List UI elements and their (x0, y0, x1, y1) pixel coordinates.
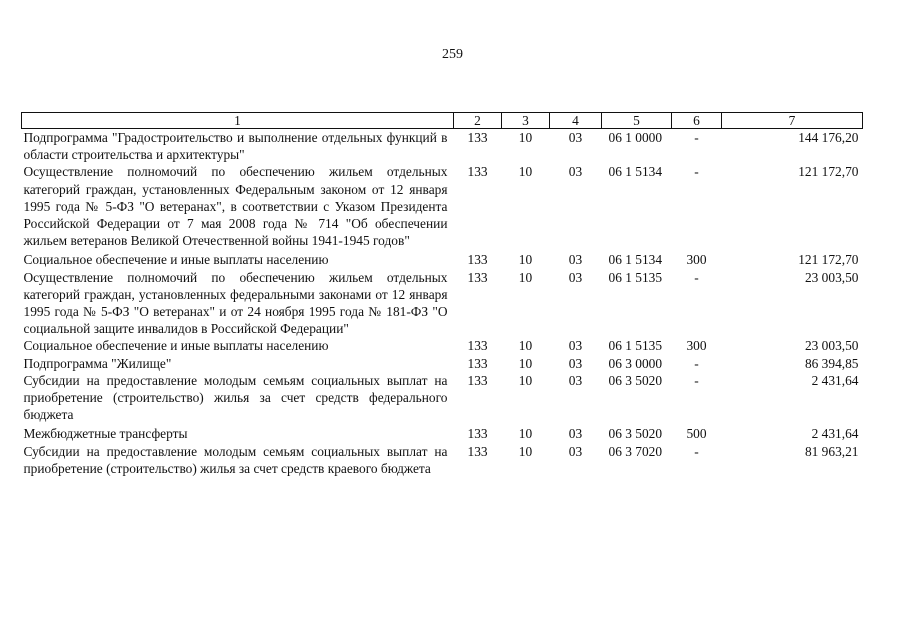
row-code: 133 (467, 443, 488, 459)
row-expense-type: - (694, 269, 699, 285)
table-row (22, 425, 863, 442)
row-section: 10 (518, 164, 533, 180)
row-subsection: 03 (568, 426, 583, 442)
row-amount: 86 394,85 (804, 355, 859, 371)
row-target-item: 06 1 5134 (608, 252, 663, 268)
row-subsection: 03 (568, 252, 583, 268)
row-target-item: 06 1 0000 (608, 130, 663, 145)
row-expense-type: - (694, 443, 699, 459)
row-subsection: 03 (568, 372, 583, 388)
row-amount: 121 172,70 (798, 164, 859, 180)
row-target-item: 06 3 7020 (608, 443, 663, 459)
row-subsection: 03 (568, 338, 583, 354)
row-subsection: 03 (568, 164, 583, 180)
budget-table (21, 112, 863, 477)
row-section: 10 (518, 355, 533, 371)
row-name: Межбюджетные трансферты (23, 426, 188, 442)
column-header-5: 5 (602, 113, 672, 129)
row-code: 133 (467, 355, 488, 371)
row-amount: 121 172,70 (798, 252, 859, 268)
row-name: Подпрограмма "Жилище" (23, 355, 172, 371)
table-row (22, 337, 863, 354)
row-code: 133 (467, 252, 488, 268)
row-name: Субсидии на предоставление молодым семьям социальных выплат на приобретение (строительство) жилья за счет средств федерального бюджета (23, 372, 448, 423)
row-expense-type: - (694, 355, 699, 371)
row-expense-type: 300 (686, 252, 707, 268)
row-section: 10 (518, 443, 533, 459)
row-section: 10 (518, 426, 533, 442)
column-header-6: 6 (672, 113, 722, 129)
column-header-7: 7 (722, 113, 863, 129)
row-section: 10 (518, 130, 533, 145)
row-name: Осуществление полномочий по обеспечению жильем отдельных категорий граждан, установленных Федеральным законом от 12 января 1995 года № 5-ФЗ "О ветеранах", в соответствии с Указом Президента Российской Федерации от 7 мая 2008 года № 714 "Об обеспечении жильем ветеранов Великой Отечественной войны 1941-1945 годов" (23, 164, 448, 249)
table-row (22, 129, 863, 164)
row-section: 10 (518, 338, 533, 354)
column-header-3: 3 (502, 113, 550, 129)
row-subsection: 03 (568, 443, 583, 459)
table-row (22, 163, 863, 251)
row-expense-type: - (694, 164, 699, 180)
table-row (22, 372, 863, 426)
row-subsection: 03 (568, 130, 583, 145)
page-number: 259 (442, 47, 463, 62)
column-header-4: 4 (550, 113, 602, 129)
column-header-2: 2 (454, 113, 502, 129)
row-subsection: 03 (568, 355, 583, 371)
row-target-item: 06 1 5135 (608, 338, 663, 354)
row-target-item: 06 3 5020 (608, 426, 663, 442)
row-expense-type: - (694, 130, 699, 145)
row-target-item: 06 1 5135 (608, 269, 663, 285)
table-row (22, 269, 863, 338)
row-target-item: 06 3 0000 (608, 355, 663, 371)
row-amount: 2 431,64 (811, 426, 859, 442)
row-amount: 81 963,21 (804, 443, 859, 459)
table-header-row (22, 113, 863, 129)
row-name: Осуществление полномочий по обеспечению жильем отдельных категорий граждан, установленных федеральными законами от 12 января 1995 года № 5-ФЗ "О ветеранах" и от 24 ноября 1995 года № 181-ФЗ "О социальной защите инвалидов в Российской Федерации" (23, 269, 448, 337)
row-section: 10 (518, 372, 533, 388)
table-row (22, 355, 863, 372)
row-section: 10 (518, 269, 533, 285)
row-code: 133 (467, 164, 488, 180)
row-name: Подпрограмма "Градостроительство и выполнение отдельных функций в области строительства и архитектуры" (23, 130, 448, 163)
row-expense-type: 500 (686, 426, 707, 442)
table-row (22, 251, 863, 268)
row-amount: 23 003,50 (804, 338, 859, 354)
row-target-item: 06 3 5020 (608, 372, 663, 388)
row-name: Социальное обеспечение и иные выплаты населению (23, 252, 329, 268)
row-amount: 23 003,50 (804, 269, 859, 285)
row-code: 133 (467, 372, 488, 388)
row-code: 133 (467, 338, 488, 354)
row-target-item: 06 1 5134 (608, 164, 663, 180)
row-code: 133 (467, 130, 488, 145)
row-expense-type: - (694, 372, 699, 388)
row-name: Социальное обеспечение и иные выплаты населению (23, 338, 329, 354)
row-expense-type: 300 (686, 338, 707, 354)
row-code: 133 (467, 269, 488, 285)
table-row (22, 443, 863, 477)
row-name: Субсидии на предоставление молодым семьям социальных выплат на приобретение (строительство) жилья за счет средств краевого бюджета (23, 443, 448, 476)
column-header-1: 1 (22, 113, 454, 129)
row-subsection: 03 (568, 269, 583, 285)
row-amount: 144 176,20 (798, 130, 859, 145)
row-amount: 2 431,64 (811, 372, 859, 388)
row-section: 10 (518, 252, 533, 268)
row-code: 133 (467, 426, 488, 442)
